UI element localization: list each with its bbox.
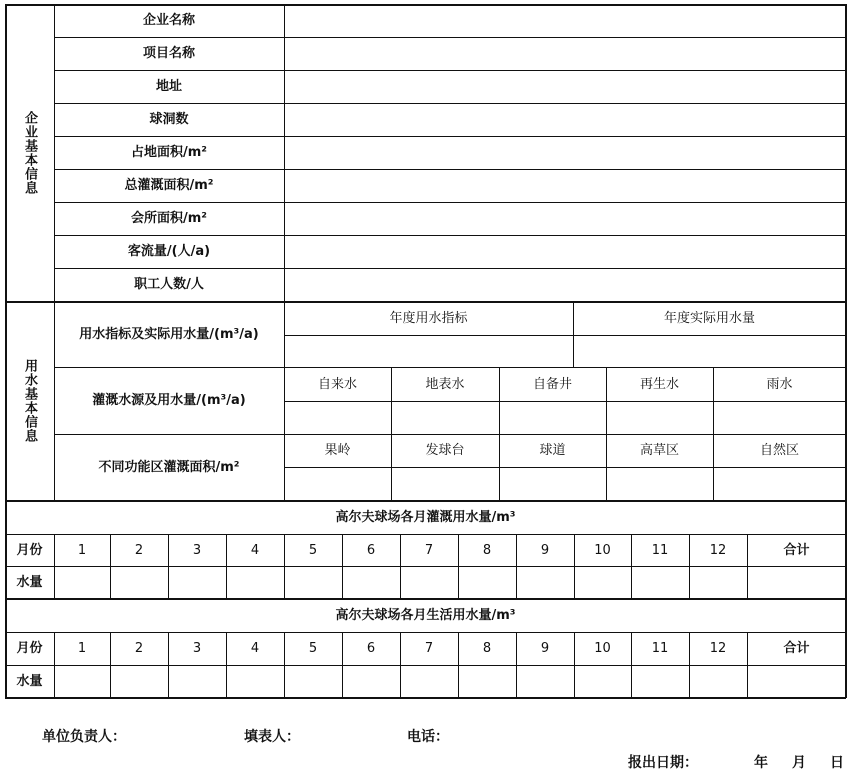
grid-line [5, 301, 846, 303]
water-source-header: 再生水 [639, 376, 679, 392]
living-amount-label: 水量 [16, 674, 43, 689]
basic-field-label: 占地面积/m² [131, 145, 207, 160]
section-basic-info-label: 企业基本信息 [22, 110, 37, 195]
grid-line [631, 534, 632, 598]
grid-line [689, 632, 690, 698]
basic-field-value[interactable] [284, 103, 846, 136]
water-source-value[interactable] [713, 401, 846, 434]
irrigation-month-header: 3 [192, 542, 202, 558]
irrigation-month-header: 4 [250, 542, 260, 558]
water-source-value[interactable] [606, 401, 713, 434]
water-row-label: 用水指标及实际用水量/(m³/a) [79, 326, 259, 342]
grid-line [516, 632, 517, 698]
irrigation-month-value[interactable] [54, 566, 110, 598]
water-source-header: 自备井 [532, 376, 572, 392]
irrigation-month-value[interactable] [226, 566, 284, 598]
irrigation-month-header: 10 [594, 542, 611, 558]
irrigation-month-header: 6 [366, 542, 376, 558]
living-total-header: 合计 [783, 641, 810, 656]
zone-area-value[interactable] [606, 467, 713, 500]
grid-line [5, 632, 846, 633]
grid-line [226, 632, 227, 698]
living-month-value[interactable] [689, 665, 747, 698]
annual-index-header: 年度用水指标 [389, 310, 468, 326]
filler-label: 填表人： [244, 729, 300, 745]
living-month-header: 1 [77, 641, 87, 656]
living-month-header: 9 [540, 641, 550, 656]
zone-area-value[interactable] [284, 467, 391, 500]
irrigation-month-value[interactable] [516, 566, 574, 598]
basic-field-label: 客流量/(人/a) [127, 244, 211, 259]
living-month-header: 7 [424, 641, 434, 656]
zone-header: 发球台 [425, 443, 465, 458]
irrigation-amount-label: 水量 [16, 574, 43, 590]
grid-line [458, 534, 459, 598]
irrigation-month-header: 8 [482, 542, 492, 558]
living-month-header: 12 [709, 641, 727, 656]
living-month-value[interactable] [110, 665, 168, 698]
living-month-header: 2 [134, 641, 144, 656]
irrigation-month-header: 9 [540, 542, 550, 558]
unit-head-label: 单位负责人： [42, 729, 126, 745]
grid-line [54, 136, 846, 137]
grid-line [54, 70, 846, 71]
zone-header: 自然区 [759, 443, 799, 458]
living-month-value[interactable] [226, 665, 284, 698]
grid-line [54, 268, 846, 269]
grid-line [54, 534, 55, 598]
living-month-header: 10 [594, 641, 611, 656]
irrigation-month-value[interactable] [400, 566, 458, 598]
basic-field-value[interactable] [284, 169, 846, 202]
irrigation-month-header: 5 [308, 542, 318, 558]
living-month-value[interactable] [54, 665, 110, 698]
basic-field-value[interactable] [284, 235, 846, 268]
basic-field-value[interactable] [284, 268, 846, 301]
basic-field-label: 职工人数/人 [134, 277, 204, 292]
living-month-value[interactable] [574, 665, 631, 698]
living-month-value[interactable] [342, 665, 400, 698]
grid-line [54, 235, 846, 236]
grid-line [5, 4, 846, 6]
grid-line [284, 401, 846, 402]
grid-line [713, 367, 714, 500]
section-water-info-label: 用水基本信息 [22, 358, 37, 443]
living-title: 高尔夫球场各月生活用水量/m³ [335, 607, 516, 623]
annual-actual-header: 年度实际用水量 [663, 310, 755, 326]
zone-area-value[interactable] [391, 467, 499, 500]
living-month-header: 4 [250, 641, 260, 656]
grid-line [54, 632, 55, 698]
grid-line [342, 632, 343, 698]
irrigation-month-label: 月份 [16, 542, 43, 558]
date-year-label: 年 [754, 755, 768, 771]
irrigation-month-header: 12 [709, 542, 727, 558]
grid-line [574, 534, 575, 598]
basic-field-label: 地址 [155, 79, 182, 94]
grid-line [284, 467, 846, 468]
grid-line [284, 534, 285, 598]
grid-line [391, 367, 392, 500]
grid-line [54, 4, 55, 500]
grid-line [110, 632, 111, 698]
water-row-label: 灌溉水源及用水量/(m³/a) [92, 393, 246, 408]
irrigation-month-value[interactable] [689, 566, 747, 598]
living-total-value[interactable] [747, 665, 846, 698]
phone-label: 电话： [407, 729, 449, 745]
grid-line [747, 632, 748, 698]
basic-field-value[interactable] [284, 136, 846, 169]
grid-line [54, 169, 846, 170]
annual-index-value[interactable] [284, 335, 573, 367]
grid-line [5, 566, 846, 567]
grid-line [54, 37, 846, 38]
irrigation-month-header: 7 [424, 542, 434, 558]
zone-header: 球道 [539, 443, 566, 458]
grid-line [573, 301, 574, 367]
water-source-header: 自来水 [317, 376, 357, 392]
grid-line [168, 632, 169, 698]
zone-area-value[interactable] [499, 467, 606, 500]
grid-line [5, 4, 7, 698]
grid-line [5, 598, 846, 600]
annual-actual-value[interactable] [573, 335, 846, 367]
grid-line [54, 434, 846, 435]
irrigation-month-value[interactable] [458, 566, 516, 598]
irrigation-month-header: 11 [651, 542, 669, 558]
basic-field-value[interactable] [284, 202, 846, 235]
living-month-header: 3 [192, 641, 202, 656]
irrigation-month-header: 2 [134, 542, 144, 558]
irrigation-month-value[interactable] [168, 566, 226, 598]
living-month-value[interactable] [284, 665, 342, 698]
grid-line [5, 697, 846, 699]
basic-field-label: 企业名称 [142, 13, 195, 28]
grid-line [342, 534, 343, 598]
irrigation-month-value[interactable] [631, 566, 689, 598]
living-month-header: 5 [308, 641, 318, 656]
water-source-value[interactable] [391, 401, 499, 434]
grid-line [499, 367, 500, 500]
irrigation-month-value[interactable] [110, 566, 168, 598]
grid-line [54, 367, 846, 368]
report-date-label: 报出日期： [628, 755, 698, 771]
grid-line [400, 632, 401, 698]
zone-header: 高草区 [639, 443, 679, 458]
grid-line [168, 534, 169, 598]
grid-line [226, 534, 227, 598]
grid-line [689, 534, 690, 598]
irrigation-month-value[interactable] [284, 566, 342, 598]
basic-field-value[interactable] [284, 70, 846, 103]
living-month-value[interactable] [400, 665, 458, 698]
basic-field-label: 会所面积/m² [131, 211, 207, 226]
irrigation-month-value[interactable] [574, 566, 631, 598]
grid-line [400, 534, 401, 598]
irrigation-month-header: 1 [77, 542, 87, 558]
grid-line [5, 665, 846, 666]
irrigation-total-value[interactable] [747, 566, 846, 598]
grid-line [284, 632, 285, 698]
irrigation-title: 高尔夫球场各月灌溉用水量/m³ [335, 509, 516, 525]
grid-line [54, 202, 846, 203]
grid-line [110, 534, 111, 598]
basic-field-label: 项目名称 [142, 46, 195, 61]
living-month-header: 11 [651, 641, 669, 656]
zone-header: 果岭 [324, 443, 351, 458]
irrigation-month-value[interactable] [342, 566, 400, 598]
water-source-value[interactable] [284, 401, 391, 434]
water-source-value[interactable] [499, 401, 606, 434]
living-month-value[interactable] [458, 665, 516, 698]
grid-line [284, 4, 285, 500]
grid-line [5, 534, 846, 535]
grid-line [574, 632, 575, 698]
grid-line [631, 632, 632, 698]
grid-line [284, 335, 846, 336]
basic-field-value[interactable] [284, 4, 846, 37]
living-month-value[interactable] [168, 665, 226, 698]
basic-field-label: 球洞数 [149, 112, 189, 127]
date-month-label: 月 [792, 755, 806, 771]
living-month-value[interactable] [516, 665, 574, 698]
grid-line [458, 632, 459, 698]
date-day-label: 日 [830, 755, 844, 771]
living-month-value[interactable] [631, 665, 689, 698]
basic-field-label: 总灌溉面积/m² [124, 178, 214, 193]
water-source-header: 地表水 [425, 376, 465, 392]
living-month-header: 8 [482, 641, 492, 656]
grid-line [747, 534, 748, 598]
grid-line [606, 367, 607, 500]
grid-line [845, 4, 847, 698]
living-month-header: 6 [366, 641, 376, 656]
grid-line [5, 500, 846, 502]
living-month-label: 月份 [16, 641, 43, 656]
irrigation-total-header: 合计 [783, 542, 810, 558]
water-source-header: 雨水 [766, 376, 793, 392]
water-row-label: 不同功能区灌溉面积/m² [98, 459, 240, 475]
grid-line [54, 103, 846, 104]
zone-area-value[interactable] [713, 467, 846, 500]
grid-line [516, 534, 517, 598]
basic-field-value[interactable] [284, 37, 846, 70]
